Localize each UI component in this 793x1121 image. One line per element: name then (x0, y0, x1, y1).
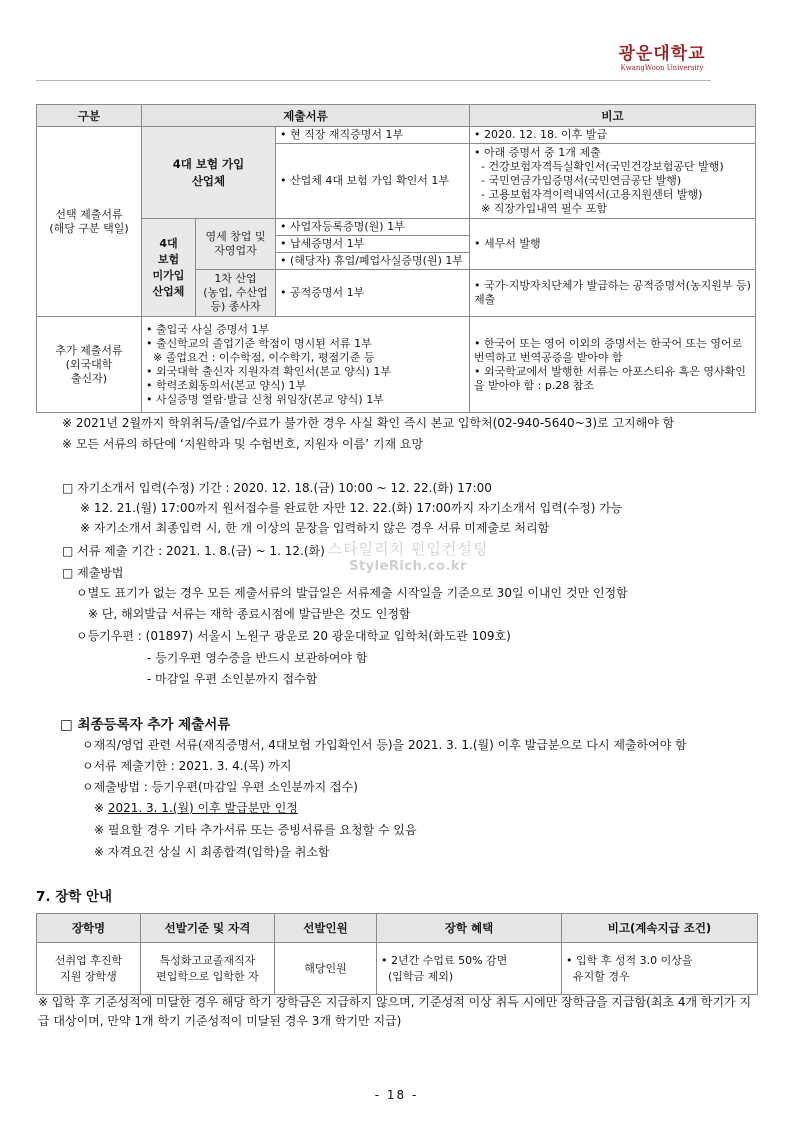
header-count: 선발인원 (275, 914, 377, 943)
final-note-1-mark: ※ (94, 801, 108, 815)
note-issue-date: • 2020. 12. 18. 이후 발급 (470, 127, 756, 144)
watermark (318, 538, 498, 574)
note-document-footer: ※ 모든 서류의 하단에 ‘지원학과 및 수험번호, 지원자 이름’ 기재 요망 (62, 437, 424, 451)
list-item: • 외국대학 출신자 지원자격 확인서(본교 양식) 1부 (146, 364, 391, 378)
scholarship-criteria: 특성화고교졸재직자 편입학으로 입학한 자 (141, 943, 275, 995)
header-category: 구분 (37, 105, 142, 127)
table-header-row (37, 105, 756, 127)
scholarship-name: 선취업 후진학 지원 장학생 (37, 943, 141, 995)
foreign-docs-list (146, 323, 465, 407)
submission-period: □ 서류 제출 기간 : 2021. 1. 8.(금) ~ 1. 12.(화) (62, 544, 325, 558)
submission-method-1-note: ※ 단, 해외발급 서류는 재학 종료시점에 발급받은 것도 인정함 (88, 607, 411, 621)
doc-tax-payment: • 납세증명서 1부 (276, 236, 470, 253)
header-condition: 비고(계속지급 조건) (562, 914, 758, 943)
list-item: ※ 졸업요건 : 이수학점, 이수학기, 평점기준 등 (146, 350, 375, 364)
logo-korean: 광운대학교 (618, 44, 706, 64)
list-item: • 외국학교에서 발행한 서류는 아포스티유 혹은 영사확인을 받아야 함 : p.28 참조 (474, 364, 746, 392)
table-row (37, 317, 756, 413)
doc-business-reg: • 사업자등록증명(원) 1부 (276, 219, 470, 236)
essay-note-2: ※ 자기소개서 최종입력 시, 한 개 이상의 문장을 입력하지 않은 경우 서류 미제출로 처리함 (80, 521, 550, 535)
note-public-cert: • 국가·지방자치단체가 발급하는 공적증명서(농지원부 등) 제출 (470, 270, 756, 317)
scholarship-benefit: • 2년간 수업료 50% 감면 (입학금 제외) (377, 943, 562, 995)
table-row (37, 943, 758, 995)
scholarship-footnote: ※ 입학 후 기준성적에 미달한 경우 해당 학기 장학금은 지급하지 않으며, 기준성적 이상 취득 시에만 장학금을 지급함(최초 4개 학기가 지급 대상이며, 만약 1개 학기 기준성적이 미달된 경우 3개 학기만 지급) (38, 995, 752, 1028)
list-item: • 한국어 또는 영어 이외의 증명서는 한국어 또는 영어로 번역하고 번역공증을 받아야 함 (474, 336, 743, 364)
scholarship-count: 해당인원 (275, 943, 377, 995)
self-employed-label: 영세 창업 및 자영업자 (196, 219, 276, 270)
select-docs-label: 선택 제출서류 (해당 구분 택일) (37, 127, 142, 317)
final-note-2: ※ 필요할 경우 기타 추가서류 또는 증빙서류를 요청할 수 있음 (94, 823, 417, 837)
header-criteria: 선발기준 및 자격 (141, 914, 275, 943)
foreign-notes-list (474, 337, 751, 393)
final-note-1 (94, 800, 298, 816)
watermark-line-1: 스타일리치 편입컨설팅 (327, 540, 489, 558)
submission-method-2b: - 마감일 우편 소인분까지 접수함 (147, 672, 318, 686)
scholarship-condition: • 입학 후 성적 3.0 이상을 유지할 경우 (562, 943, 758, 995)
final-item-1: ㅇ재직/영업 관련 서류(재직증명서, 4대보험 가입확인서 등)을 2021. 3. 1.(월) 이후 발급분으로 다시 제출하여야 함 (82, 738, 687, 752)
final-note-1-text: 2021. 3. 1.(월) 이후 발급분만 인정 (107, 801, 298, 815)
essay-note-1: ※ 12. 21.(월) 17:00까지 원서접수를 완료한 자만 12. 22.(화) 17:00까지 자기소개서 입력(수정) 가능 (80, 501, 623, 515)
primary-industry-label: 1차 산업 (농업, 수산업 등) 종사자 (196, 270, 276, 317)
list-item: • 학력조회동의서(본교 양식) 1부 (146, 378, 307, 392)
submission-method-title: □ 제출방법 (62, 566, 124, 580)
doc-employment-cert: • 현 직장 재직증명서 1부 (276, 127, 470, 144)
doc-public-cert: • 공적증명서 1부 (276, 270, 470, 317)
insured-company-label: 4대 보험 가입 산업체 (142, 127, 276, 219)
submission-method-1: ㅇ별도 표기가 없는 경우 모든 제출서류의 발급일은 서류제출 시작일을 기준으로 30일 이내인 것만 인정함 (76, 586, 628, 600)
submission-method-2a: - 등기우편 영수증을 반드시 보관하여야 함 (147, 651, 368, 665)
final-item-2: ㅇ서류 제출기한 : 2021. 3. 4.(목) 까지 (82, 759, 292, 773)
essay-period: □ 자기소개서 입력(수정) 기간 : 2020. 12. 18.(금) 10:00 ~ 12. 22.(화) 17:00 (62, 481, 492, 495)
header-rule (36, 80, 711, 81)
doc-insurance-cert: • 산업체 4대 보험 가입 확인서 1부 (276, 144, 470, 219)
logo-english: KwangWoon University (620, 64, 704, 72)
header-name: 장학명 (37, 914, 141, 943)
submission-method-2: ㅇ등기우편 : (01897) 서울시 노원구 광운로 20 광운대학교 입학처(화도관 109호) (76, 629, 511, 643)
list-item: • 사실증명 열람·발급 신청 위임장(본교 양식) 1부 (146, 392, 384, 406)
final-item-3: ㅇ제출방법 : 등기우편(마감일 우편 소인분까지 접수) (82, 780, 358, 794)
table-row (37, 219, 756, 236)
foreign-docs-label: 추가 제출서류 (외국대학 출신자) (37, 317, 142, 413)
note-tax-office: • 세무서 발행 (470, 219, 756, 270)
final-note-3: ※ 자격요건 상실 시 최종합격(입학)을 취소함 (94, 845, 330, 859)
uninsured-company-label: 4대 보험 미가입 산업체 (142, 219, 196, 317)
table-row (37, 127, 756, 144)
page-number: - 18 - (374, 1088, 419, 1102)
university-logo (612, 44, 712, 72)
header-benefit: 장학 혜택 (377, 914, 562, 943)
list-item: • 출입국 사실 증명서 1부 (146, 322, 270, 336)
watermark-line-2: StyleRich.co.kr (349, 559, 467, 574)
foreign-docs-cell (142, 317, 470, 413)
scholarship-table (36, 913, 758, 995)
note-degree-deadline: ※ 2021년 2월까지 학위취득/졸업/수료가 불가한 경우 사실 확인 즉시 본교 입학처(02-940-5640~3)로 고지해야 함 (62, 416, 675, 430)
scholarship-section-title: 7. 장학 안내 (36, 889, 113, 905)
doc-closure-cert: • (해당자) 휴업/폐업사실증명(원) 1부 (276, 253, 470, 270)
foreign-notes-cell (470, 317, 756, 413)
documents-table (36, 104, 756, 413)
note-insurance-list: • 아래 증명서 중 1개 제출 - 건강보험자격득실확인서(국민건강보험공단 발행) - 국민연금가입증명서(국민연금공단 발행) - 고용보험자격이력내역서(고용지원센터 발행) ※ 직장가입내역 필수 포함 (470, 144, 756, 219)
table-header-row (37, 914, 758, 943)
final-docs-title: □ 최종등록자 추가 제출서류 (60, 717, 231, 733)
list-item: • 출신학교의 졸업기준 학점이 명시된 서류 1부 (146, 336, 372, 350)
header-documents: 제출서류 (142, 105, 470, 127)
header-remarks: 비고 (470, 105, 756, 127)
